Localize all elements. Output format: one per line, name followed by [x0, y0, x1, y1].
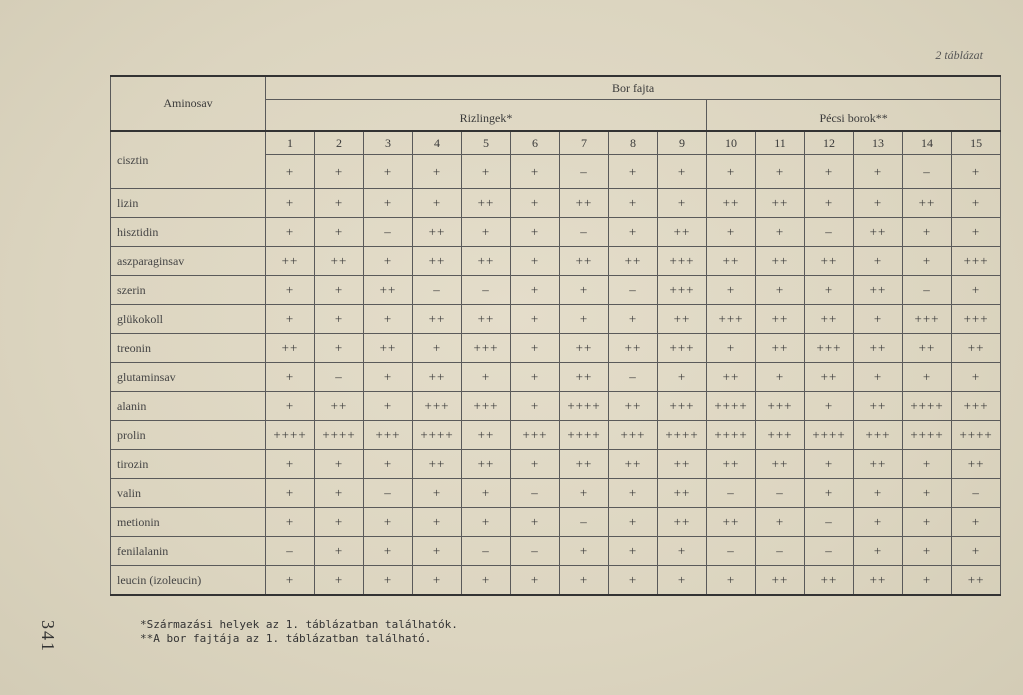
value-cell: ++ — [805, 247, 854, 276]
column-number-and-value-cell — [413, 131, 462, 189]
value-cell: – — [462, 276, 511, 305]
value-cell: + — [481, 163, 491, 179]
value-cell: + — [854, 189, 903, 218]
footnote-variety: **A bor fajtája az 1. táblázatban található. — [140, 632, 432, 645]
column-number-and-value-cell — [560, 131, 609, 189]
aminosav-name-cell: hisztidin — [111, 218, 266, 247]
value-cell: +++ — [707, 305, 756, 334]
header-rizlingek: Rizlingek* — [266, 100, 707, 132]
value-cell: + — [413, 566, 462, 596]
value-cell: +++ — [658, 276, 707, 305]
aminosav-name-cell: aszparaginsav — [111, 247, 266, 276]
value-cell: ++ — [609, 392, 658, 421]
value-cell: +++ — [805, 334, 854, 363]
value-cell: +++ — [952, 392, 1001, 421]
value-cell: ++ — [952, 566, 1001, 596]
value-cell: +++ — [462, 392, 511, 421]
value-cell: + — [756, 508, 805, 537]
value-cell: + — [805, 479, 854, 508]
value-cell: + — [266, 392, 315, 421]
value-cell: + — [462, 566, 511, 596]
table-row — [111, 508, 1001, 537]
value-cell: + — [383, 163, 393, 179]
value-cell: + — [413, 334, 462, 363]
value-cell: + — [903, 479, 952, 508]
value-cell: – — [511, 479, 560, 508]
value-cell: + — [266, 450, 315, 479]
aminosav-name-cell: valin — [111, 479, 266, 508]
value-cell: ++++ — [560, 392, 609, 421]
value-cell: + — [315, 479, 364, 508]
value-cell: – — [707, 537, 756, 566]
value-cell: + — [903, 537, 952, 566]
value-cell: +++ — [658, 247, 707, 276]
value-cell: – — [952, 479, 1001, 508]
value-cell: ++ — [854, 392, 903, 421]
aminosav-name-cell: treonin — [111, 334, 266, 363]
column-number: 14 — [903, 132, 951, 155]
value-cell: ++ — [413, 218, 462, 247]
aminosav-name-cell: szerin — [111, 276, 266, 305]
value-cell: + — [609, 566, 658, 596]
value-cell: ++++ — [952, 421, 1001, 450]
value-cell: + — [903, 566, 952, 596]
table-row — [111, 421, 1001, 450]
value-cell: – — [413, 276, 462, 305]
value-cell: + — [952, 276, 1001, 305]
value-cell: ++ — [854, 334, 903, 363]
value-cell: + — [854, 305, 903, 334]
value-cell: ++ — [462, 450, 511, 479]
value-cell: – — [805, 508, 854, 537]
value-cell: + — [873, 163, 883, 179]
aminosav-name-cell: metionin — [111, 508, 266, 537]
table-row — [111, 276, 1001, 305]
value-cell: ++++ — [903, 421, 952, 450]
value-cell: + — [315, 450, 364, 479]
column-number: 4 — [413, 132, 461, 155]
value-cell: ++ — [560, 450, 609, 479]
value-cell: +++ — [658, 334, 707, 363]
column-number: 2 — [315, 132, 363, 155]
value-cell: +++ — [364, 421, 413, 450]
value-cell: + — [707, 218, 756, 247]
value-cell: ++ — [854, 450, 903, 479]
column-number-and-value-cell — [805, 131, 854, 189]
value-cell: – — [756, 479, 805, 508]
value-cell: + — [903, 363, 952, 392]
column-number-and-value-cell — [266, 131, 315, 189]
value-cell: ++ — [854, 218, 903, 247]
column-number: 10 — [707, 132, 755, 155]
value-cell: ++ — [560, 334, 609, 363]
value-cell: + — [266, 189, 315, 218]
value-cell: ++++ — [707, 421, 756, 450]
value-cell: + — [315, 508, 364, 537]
value-cell: + — [854, 363, 903, 392]
value-cell: + — [677, 163, 687, 179]
value-cell: ++ — [658, 508, 707, 537]
value-cell: +++ — [854, 421, 903, 450]
value-cell: ++ — [560, 247, 609, 276]
value-cell: + — [413, 189, 462, 218]
value-cell: + — [511, 508, 560, 537]
value-cell: ++ — [854, 276, 903, 305]
value-cell: + — [658, 189, 707, 218]
value-cell: +++ — [413, 392, 462, 421]
value-cell: + — [952, 537, 1001, 566]
value-cell: + — [560, 479, 609, 508]
value-cell: + — [413, 537, 462, 566]
value-cell: ++ — [413, 305, 462, 334]
value-cell: + — [334, 163, 344, 179]
value-cell: – — [266, 537, 315, 566]
value-cell: + — [315, 189, 364, 218]
value-cell: + — [854, 247, 903, 276]
value-cell: + — [315, 305, 364, 334]
value-cell: + — [315, 537, 364, 566]
value-cell: + — [511, 305, 560, 334]
aminosav-name-cell: fenilalanin — [111, 537, 266, 566]
value-cell: ++++ — [805, 421, 854, 450]
column-number: 11 — [756, 132, 804, 155]
value-cell: + — [756, 218, 805, 247]
aminosav-name-cell: leucin (izoleucin) — [111, 566, 266, 596]
value-cell: ++++ — [707, 392, 756, 421]
column-number-and-value-cell — [903, 131, 952, 189]
column-number: 13 — [854, 132, 902, 155]
value-cell: ++ — [805, 363, 854, 392]
value-cell: + — [854, 479, 903, 508]
column-number-and-value-cell — [462, 131, 511, 189]
value-cell: + — [609, 305, 658, 334]
value-cell: ++ — [364, 334, 413, 363]
value-cell: + — [824, 163, 834, 179]
value-cell: – — [462, 537, 511, 566]
value-cell: – — [707, 479, 756, 508]
value-cell: + — [432, 163, 442, 179]
column-number: 6 — [511, 132, 559, 155]
value-cell: + — [658, 537, 707, 566]
value-cell: + — [266, 276, 315, 305]
value-cell: + — [775, 163, 785, 179]
value-cell: + — [413, 479, 462, 508]
value-cell: + — [315, 566, 364, 596]
value-cell: – — [364, 479, 413, 508]
column-number: 15 — [952, 132, 1000, 155]
table-row — [111, 537, 1001, 566]
value-cell: ++ — [756, 305, 805, 334]
value-cell: + — [805, 450, 854, 479]
value-cell: ++ — [805, 566, 854, 596]
value-cell: – — [756, 537, 805, 566]
value-cell: +++ — [609, 421, 658, 450]
table-row — [111, 363, 1001, 392]
value-cell: ++ — [462, 247, 511, 276]
aminosav-name-cell: prolin — [111, 421, 266, 450]
value-cell: ++ — [756, 189, 805, 218]
value-cell: + — [364, 305, 413, 334]
value-cell: + — [315, 276, 364, 305]
column-number: 9 — [658, 132, 706, 155]
value-cell: + — [364, 508, 413, 537]
value-cell: – — [511, 537, 560, 566]
value-cell: ++ — [462, 421, 511, 450]
value-cell: – — [903, 276, 952, 305]
column-number-and-value-cell — [952, 131, 1001, 189]
value-cell: + — [266, 218, 315, 247]
value-cell: ++ — [903, 189, 952, 218]
value-cell: – — [560, 508, 609, 537]
value-cell: + — [560, 305, 609, 334]
value-cell: + — [315, 334, 364, 363]
aminosav-name-cell: tirozin — [111, 450, 266, 479]
table-row — [111, 392, 1001, 421]
value-cell: + — [854, 508, 903, 537]
value-cell: + — [903, 450, 952, 479]
value-cell: ++ — [707, 508, 756, 537]
value-cell: + — [952, 363, 1001, 392]
value-cell: + — [511, 218, 560, 247]
value-cell: + — [560, 566, 609, 596]
value-cell: +++ — [511, 421, 560, 450]
value-cell: ++++ — [413, 421, 462, 450]
column-number-and-value-cell — [315, 131, 364, 189]
value-cell: + — [609, 189, 658, 218]
value-cell: ++ — [364, 276, 413, 305]
column-number-and-value-cell — [511, 131, 560, 189]
value-cell: + — [511, 189, 560, 218]
column-number: 7 — [560, 132, 608, 155]
value-cell: + — [266, 508, 315, 537]
value-cell: – — [923, 163, 931, 179]
value-cell: ++ — [756, 334, 805, 363]
value-cell: + — [903, 247, 952, 276]
aminosav-name-cell: glükokoll — [111, 305, 266, 334]
value-cell: ++ — [315, 392, 364, 421]
value-cell: ++++ — [903, 392, 952, 421]
value-cell: ++ — [952, 450, 1001, 479]
value-cell: + — [266, 363, 315, 392]
column-number-and-value-cell — [707, 131, 756, 189]
value-cell: ++++ — [266, 421, 315, 450]
value-cell: + — [511, 363, 560, 392]
value-cell: + — [511, 247, 560, 276]
value-cell: + — [628, 163, 638, 179]
value-cell: + — [364, 537, 413, 566]
value-cell: + — [462, 218, 511, 247]
value-cell: ++ — [756, 450, 805, 479]
value-cell: + — [511, 276, 560, 305]
value-cell: ++ — [707, 247, 756, 276]
column-number-and-value-cell — [658, 131, 707, 189]
footnote-origin: *Származási helyek az 1. táblázatban találhatók. — [140, 618, 458, 631]
page-number: 341 — [38, 620, 58, 653]
value-cell: +++ — [462, 334, 511, 363]
value-cell: – — [805, 218, 854, 247]
value-cell: + — [364, 566, 413, 596]
value-cell: ++ — [266, 334, 315, 363]
value-cell: ++ — [266, 247, 315, 276]
value-cell: + — [462, 363, 511, 392]
value-cell: + — [560, 276, 609, 305]
value-cell: – — [805, 537, 854, 566]
aminosav-name-cell: cisztin — [111, 131, 266, 189]
value-cell: + — [707, 276, 756, 305]
value-cell: + — [952, 508, 1001, 537]
header-aminosav: Aminosav — [111, 76, 266, 131]
value-cell: – — [580, 163, 588, 179]
value-cell: ++ — [462, 189, 511, 218]
amino-acid-table-container — [110, 75, 1000, 596]
value-cell: ++++ — [560, 421, 609, 450]
column-number: 3 — [364, 132, 412, 155]
value-cell: + — [756, 276, 805, 305]
value-cell: ++ — [658, 305, 707, 334]
value-cell: + — [364, 247, 413, 276]
column-number-and-value-cell — [364, 131, 413, 189]
value-cell: ++ — [462, 305, 511, 334]
value-cell: + — [364, 189, 413, 218]
value-cell: ++ — [413, 363, 462, 392]
value-cell: + — [560, 537, 609, 566]
value-cell: ++ — [609, 334, 658, 363]
value-cell: ++ — [707, 363, 756, 392]
table-row — [111, 479, 1001, 508]
aminosav-name-cell: lizin — [111, 189, 266, 218]
value-cell: ++ — [756, 247, 805, 276]
value-cell: ++ — [315, 247, 364, 276]
value-cell: + — [707, 334, 756, 363]
value-cell: +++ — [756, 421, 805, 450]
value-cell: + — [609, 218, 658, 247]
value-cell: + — [462, 479, 511, 508]
value-cell: +++ — [903, 305, 952, 334]
value-cell: + — [511, 334, 560, 363]
column-number-and-value-cell — [854, 131, 903, 189]
value-cell: + — [609, 508, 658, 537]
value-cell: ++ — [609, 247, 658, 276]
value-cell: ++ — [560, 363, 609, 392]
value-cell: + — [658, 566, 707, 596]
value-cell: ++ — [560, 189, 609, 218]
column-number-and-value-cell — [756, 131, 805, 189]
table-body — [111, 131, 1001, 595]
value-cell: ++ — [658, 450, 707, 479]
table-row — [111, 247, 1001, 276]
column-number: 8 — [609, 132, 657, 155]
value-cell: +++ — [952, 305, 1001, 334]
value-cell: + — [266, 305, 315, 334]
table-row — [111, 566, 1001, 596]
value-cell: + — [462, 508, 511, 537]
column-number: 5 — [462, 132, 510, 155]
value-cell: + — [511, 392, 560, 421]
value-cell: ++++ — [658, 421, 707, 450]
value-cell: ++ — [707, 189, 756, 218]
table-row — [111, 334, 1001, 363]
value-cell: ++ — [609, 450, 658, 479]
value-cell: + — [658, 363, 707, 392]
value-cell: – — [364, 218, 413, 247]
column-number: 12 — [805, 132, 853, 155]
value-cell: + — [952, 189, 1001, 218]
value-cell: + — [952, 218, 1001, 247]
value-cell: ++ — [952, 334, 1001, 363]
value-cell: ++ — [854, 566, 903, 596]
value-cell: +++ — [756, 392, 805, 421]
value-cell: ++ — [658, 218, 707, 247]
value-cell: + — [805, 189, 854, 218]
value-cell: + — [413, 508, 462, 537]
column-number-and-value-cell — [609, 131, 658, 189]
value-cell: ++ — [903, 334, 952, 363]
value-cell: + — [364, 392, 413, 421]
value-cell: +++ — [952, 247, 1001, 276]
value-cell: + — [364, 363, 413, 392]
value-cell: + — [903, 218, 952, 247]
aminosav-name-cell: glutaminsav — [111, 363, 266, 392]
table-row — [111, 305, 1001, 334]
value-cell: ++ — [756, 566, 805, 596]
table-row — [111, 450, 1001, 479]
value-cell: + — [511, 566, 560, 596]
table-row — [111, 189, 1001, 218]
value-cell: ++++ — [315, 421, 364, 450]
value-cell: + — [364, 450, 413, 479]
value-cell: + — [756, 363, 805, 392]
value-cell: ++ — [707, 450, 756, 479]
value-cell: + — [854, 537, 903, 566]
value-cell: – — [609, 276, 658, 305]
table-label: 2 táblázat — [935, 48, 983, 62]
value-cell: + — [971, 163, 981, 179]
header-bor-fajta: Bor fajta — [266, 76, 1001, 100]
header-pecsi-borok: Pécsi borok** — [707, 100, 1001, 132]
value-cell: + — [903, 508, 952, 537]
value-cell: + — [805, 392, 854, 421]
value-cell: + — [707, 566, 756, 596]
table-row — [111, 218, 1001, 247]
footnotes — [140, 618, 458, 646]
value-cell: – — [315, 363, 364, 392]
aminosav-name-cell: alanin — [111, 392, 266, 421]
value-cell: + — [609, 479, 658, 508]
amino-acid-table — [110, 75, 1001, 596]
value-cell: +++ — [658, 392, 707, 421]
value-cell: ++ — [658, 479, 707, 508]
value-cell: – — [560, 218, 609, 247]
table-row — [111, 131, 1001, 189]
value-cell: + — [285, 163, 295, 179]
value-cell: ++ — [413, 450, 462, 479]
value-cell: – — [609, 363, 658, 392]
value-cell: + — [266, 479, 315, 508]
value-cell: + — [530, 163, 540, 179]
value-cell: ++ — [413, 247, 462, 276]
value-cell: + — [266, 566, 315, 596]
value-cell: ++ — [805, 305, 854, 334]
value-cell: + — [805, 276, 854, 305]
value-cell: + — [315, 218, 364, 247]
value-cell: + — [726, 163, 736, 179]
value-cell: + — [511, 450, 560, 479]
column-number: 1 — [266, 132, 314, 155]
value-cell: + — [609, 537, 658, 566]
